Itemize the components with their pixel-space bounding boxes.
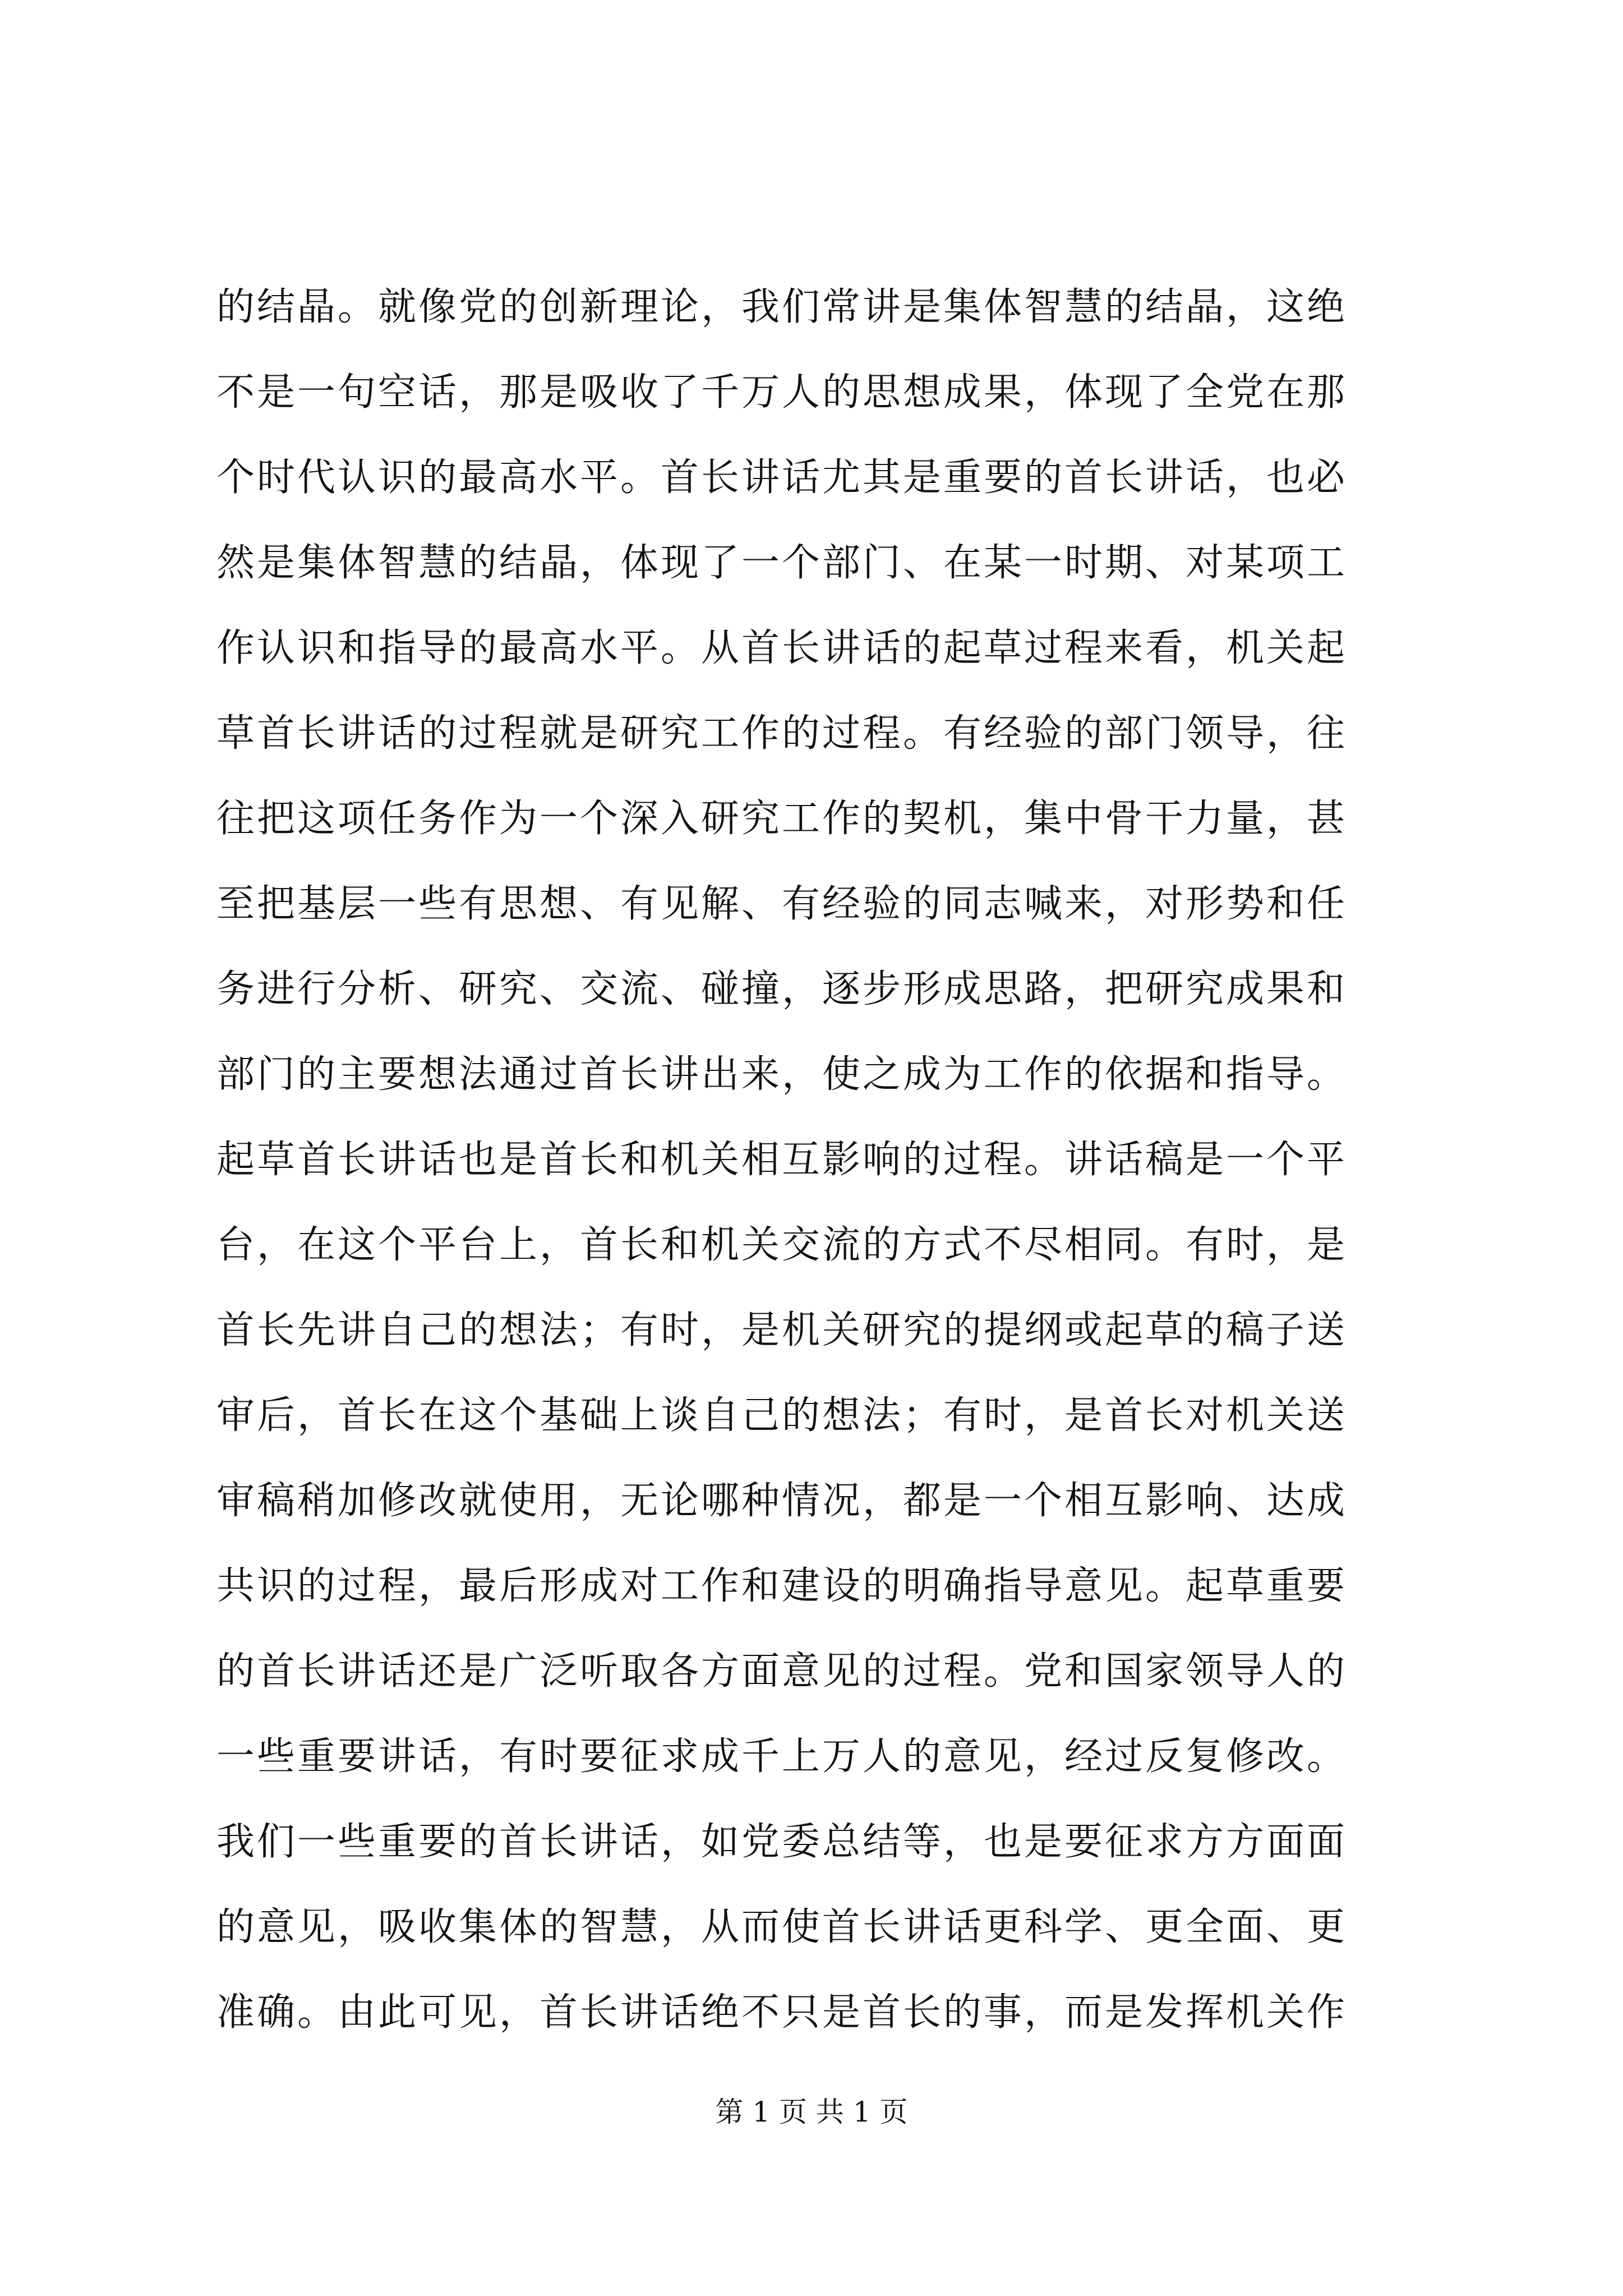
text-line: 往把这项任务作为一个深入研究工作的契机，集中骨干力量，甚 [216, 797, 1348, 841]
page-footer [0, 2095, 1623, 2129]
text-line: 个时代认识的最高水平。首长讲话尤其是重要的首长讲话，也必 [216, 455, 1348, 500]
text-line: 的结晶。就像党的创新理论，我们常讲是集体智慧的结晶，这绝 [216, 285, 1348, 329]
text-line: 至把基层一些有思想、有见解、有经验的同志喊来，对形势和任 [216, 882, 1348, 926]
text-line: 的首长讲话还是广泛听取各方面意见的过程。党和国家领导人的 [216, 1649, 1348, 1694]
text-line: 审稿稍加修改就使用，无论哪种情况，都是一个相互影响、达成 [216, 1479, 1348, 1523]
text-line: 不是一句空话，那是吸收了千万人的思想成果，体现了全党在那 [216, 370, 1348, 415]
text-line: 共识的过程，最后形成对工作和建设的明确指导意见。起草重要 [216, 1564, 1348, 1608]
page-number: 第 1 页 共 1 页 [715, 2096, 908, 2128]
text-line: 一些重要讲话，有时要征求成千上万人的意见，经过反复修改。 [216, 1734, 1348, 1779]
text-line: 首长先讲自己的想法；有时，是机关研究的提纲或起草的稿子送 [216, 1308, 1348, 1352]
text-line: 的意见，吸收集体的智慧，从而使首长讲话更科学、更全面、更 [216, 1905, 1348, 1949]
text-line: 部门的主要想法通过首长讲出来，使之成为工作的依据和指导。 [216, 1052, 1348, 1097]
text-line: 准确。由此可见，首长讲话绝不只是首长的事，而是发挥机关作 [216, 1990, 1348, 2035]
text-line: 然是集体智慧的结晶，体现了一个部门、在某一时期、对某项工 [216, 541, 1348, 585]
text-line: 作认识和指导的最高水平。从首长讲话的起草过程来看，机关起 [216, 626, 1348, 670]
text-line: 台，在这个平台上，首长和机关交流的方式不尽相同。有时，是 [216, 1223, 1348, 1267]
body-text [216, 265, 1417, 2055]
text-line: 务进行分析、研究、交流、碰撞，逐步形成思路，把研究成果和 [216, 967, 1348, 1011]
text-line: 草首长讲话的过程就是研究工作的过程。有经验的部门领导，往 [216, 711, 1348, 756]
text-line: 起草首长讲话也是首长和机关相互影响的过程。讲话稿是一个平 [216, 1138, 1348, 1182]
text-line: 审后，首长在这个基础上谈自己的想法；有时，是首长对机关送 [216, 1393, 1348, 1438]
text-line: 我们一些重要的首长讲话，如党委总结等，也是要征求方方面面 [216, 1820, 1348, 1864]
